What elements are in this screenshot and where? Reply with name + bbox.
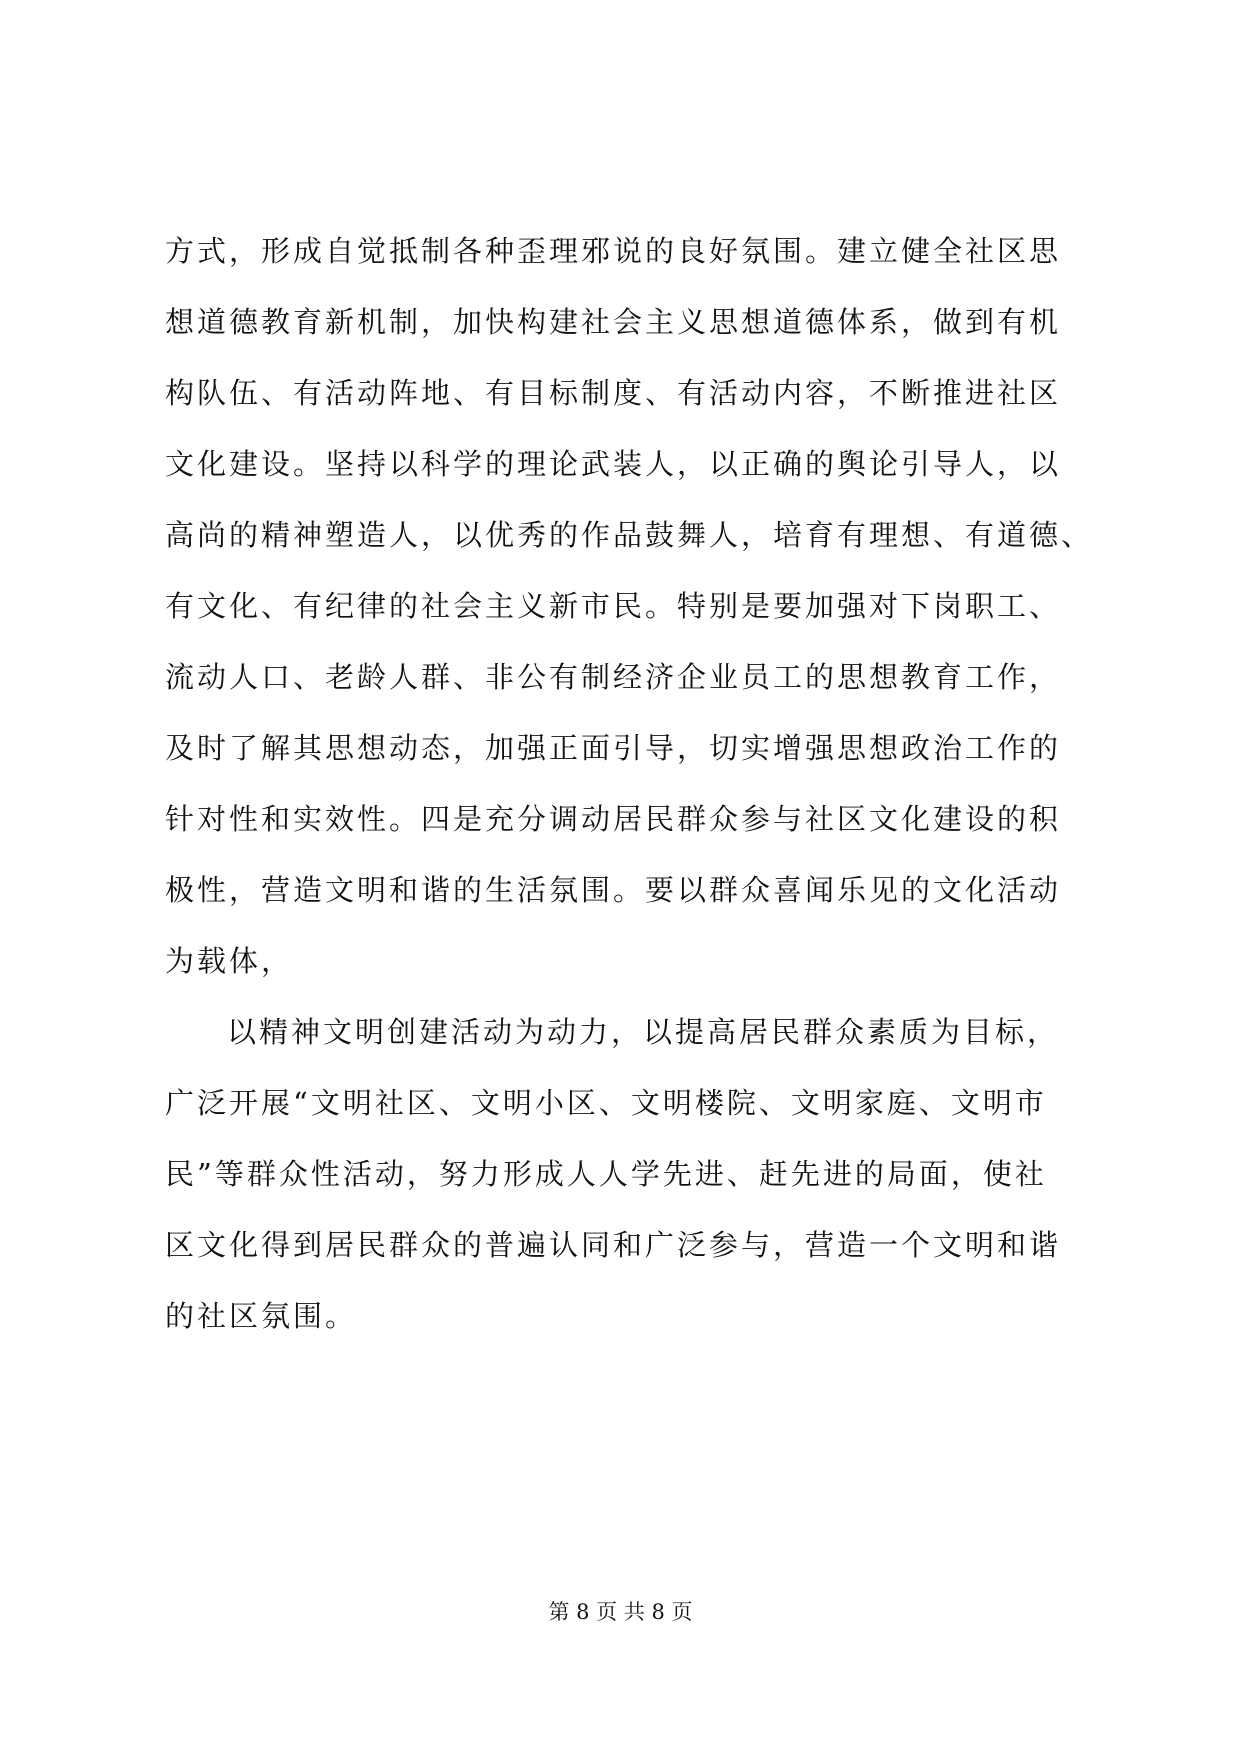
text-line: 民”等群众性活动，努力形成人人学先进、赶先进的局面，使社 (165, 1157, 1047, 1191)
text-line: 方式，形成自觉抵制各种歪理邪说的良好氛围。建立健全社区思 (165, 234, 1062, 268)
text-line: 针对性和实效性。四是充分调动居民群众参与社区文化建设的积 (165, 802, 1062, 836)
text-line: 区文化得到居民群众的普遍认同和广泛参与，营造一个文明和谐 (165, 1228, 1062, 1262)
text-line: 以精神文明创建活动为动力，以提高居民群众素质为目标， (227, 1015, 1060, 1049)
text-line: 高尚的精神塑造人，以优秀的作品鼓舞人，培育有理想、有道德、 (165, 518, 1094, 552)
text-line: 有文化、有纪律的社会主义新市民。特别是要加强对下岗职工、 (165, 589, 1062, 623)
text-line: 想道德教育新机制，加快构建社会主义思想道德体系，做到有机 (165, 305, 1062, 339)
text-line: 广泛开展“文明社区、文明小区、文明楼院、文明家庭、文明市 (165, 1086, 1047, 1120)
paragraph-2 (165, 1010, 1095, 1365)
text-line: 文化建设。坚持以科学的理论武装人，以正确的舆论引导人，以 (165, 447, 1062, 481)
document-body (165, 229, 1095, 1365)
text-line: 为载体， (165, 944, 294, 978)
paragraph-1 (165, 229, 1095, 1010)
text-line: 及时了解其思想动态，加强正面引导，切实增强思想政治工作的 (165, 731, 1062, 765)
text-line: 构队伍、有活动阵地、有目标制度、有活动内容，不断推进社区 (165, 376, 1062, 410)
text-line: 流动人口、老龄人群、非公有制经济企业员工的思想教育工作， (165, 660, 1062, 694)
text-line: 的社区氛围。 (165, 1299, 358, 1333)
text-line: 极性，营造文明和谐的生活氛围。要以群众喜闻乐见的文化活动 (165, 873, 1062, 907)
page-footer: 第 8 页 共 8 页 (548, 1600, 693, 1624)
